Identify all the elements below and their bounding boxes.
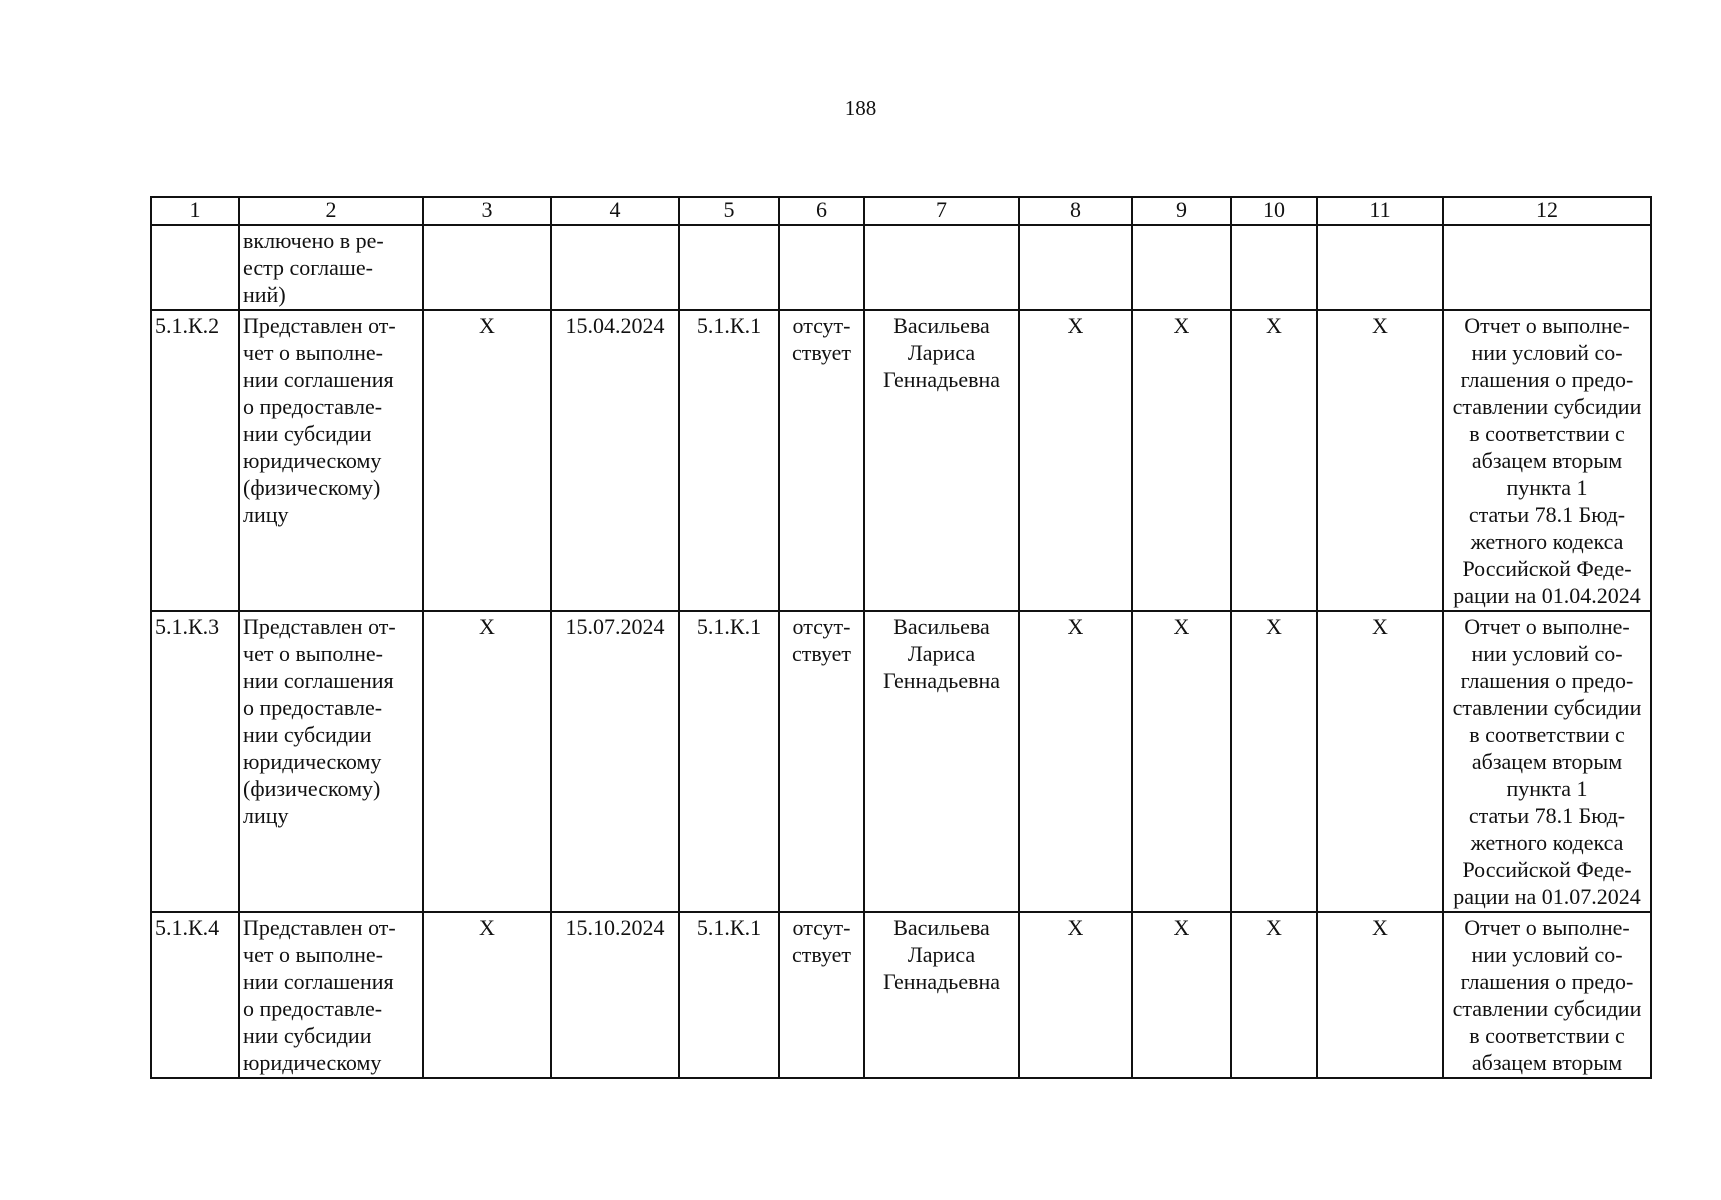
cell [1443,225,1651,310]
cell-predecessor: 5.1.К.1 [679,611,779,912]
column-header: 9 [1132,197,1231,225]
table-row [151,912,1651,1078]
cell-date: 15.07.2024 [551,611,679,912]
cell [551,225,679,310]
cell-predecessor: 5.1.К.1 [679,912,779,1078]
cell-x: X [1317,310,1443,611]
cell-x: X [423,912,551,1078]
page-number: 188 [844,96,877,120]
cell-number: 5.1.К.3 [151,611,239,912]
cell [1019,225,1132,310]
column-header: 6 [779,197,864,225]
column-header: 12 [1443,197,1651,225]
cell-x: X [423,310,551,611]
cell-x: X [1019,912,1132,1078]
cell-x: X [1132,310,1231,611]
cell-number [151,225,239,310]
cell-event: Представлен от- чет о выполне- нии соглашения о предоставле- нии субсидии юридическому (физическому) лицу [239,611,423,912]
cell-type: отсут- ствует [779,310,864,611]
cell-date: 15.04.2024 [551,310,679,611]
table-row [151,310,1651,611]
column-header: 7 [864,197,1019,225]
column-header: 10 [1231,197,1317,225]
column-header: 2 [239,197,423,225]
column-header: 8 [1019,197,1132,225]
cell-document: Отчет о выполне- нии условий со- глашения о предо- ставлении субсидии в соответствии с абзацем вторым пункта 1 статьи 78.1 Бюд- жетного кодекса Российской Феде- рации на 01.07.2024 [1443,611,1651,912]
cell-x: X [1317,912,1443,1078]
cell-responsible: Васильева Лариса Геннадьевна [864,912,1019,1078]
cell [864,225,1019,310]
cell-responsible: Васильева Лариса Геннадьевна [864,310,1019,611]
column-header: 5 [679,197,779,225]
cell-x: X [1317,611,1443,912]
cell-type: отсут- ствует [779,611,864,912]
cell [1132,225,1231,310]
column-header: 3 [423,197,551,225]
column-header: 1 [151,197,239,225]
column-number-row [151,197,1651,225]
cell-x: X [1231,611,1317,912]
table-row [151,225,1651,310]
cell-event: включено в ре- естр соглаше- ний) [239,225,423,310]
cell-document: Отчет о выполне- нии условий со- глашения о предо- ставлении субсидии в соответствии с абзацем вторым [1443,912,1651,1078]
cell-document: Отчет о выполне- нии условий со- глашения о предо- ставлении субсидии в соответствии с абзацем вторым пункта 1 статьи 78.1 Бюд- жетного кодекса Российской Феде- рации на 01.04.2024 [1443,310,1651,611]
table-row [151,611,1651,912]
cell [1231,225,1317,310]
cell [1317,225,1443,310]
cell [779,225,864,310]
cell-x: X [423,611,551,912]
cell-x: X [1019,310,1132,611]
cell-number: 5.1.К.4 [151,912,239,1078]
column-header: 11 [1317,197,1443,225]
cell-number: 5.1.К.2 [151,310,239,611]
column-header: 4 [551,197,679,225]
cell-responsible: Васильева Лариса Геннадьевна [864,611,1019,912]
registry-table [150,196,1652,1079]
cell-x: X [1132,611,1231,912]
cell [679,225,779,310]
cell-type: отсут- ствует [779,912,864,1078]
cell-predecessor: 5.1.К.1 [679,310,779,611]
cell-date: 15.10.2024 [551,912,679,1078]
cell-x: X [1019,611,1132,912]
cell-x: X [1231,912,1317,1078]
cell-x: X [1231,310,1317,611]
cell [423,225,551,310]
cell-event: Представлен от- чет о выполне- нии соглашения о предоставле- нии субсидии юридическому [239,912,423,1078]
cell-x: X [1132,912,1231,1078]
cell-event: Представлен от- чет о выполне- нии соглашения о предоставле- нии субсидии юридическому (физическому) лицу [239,310,423,611]
